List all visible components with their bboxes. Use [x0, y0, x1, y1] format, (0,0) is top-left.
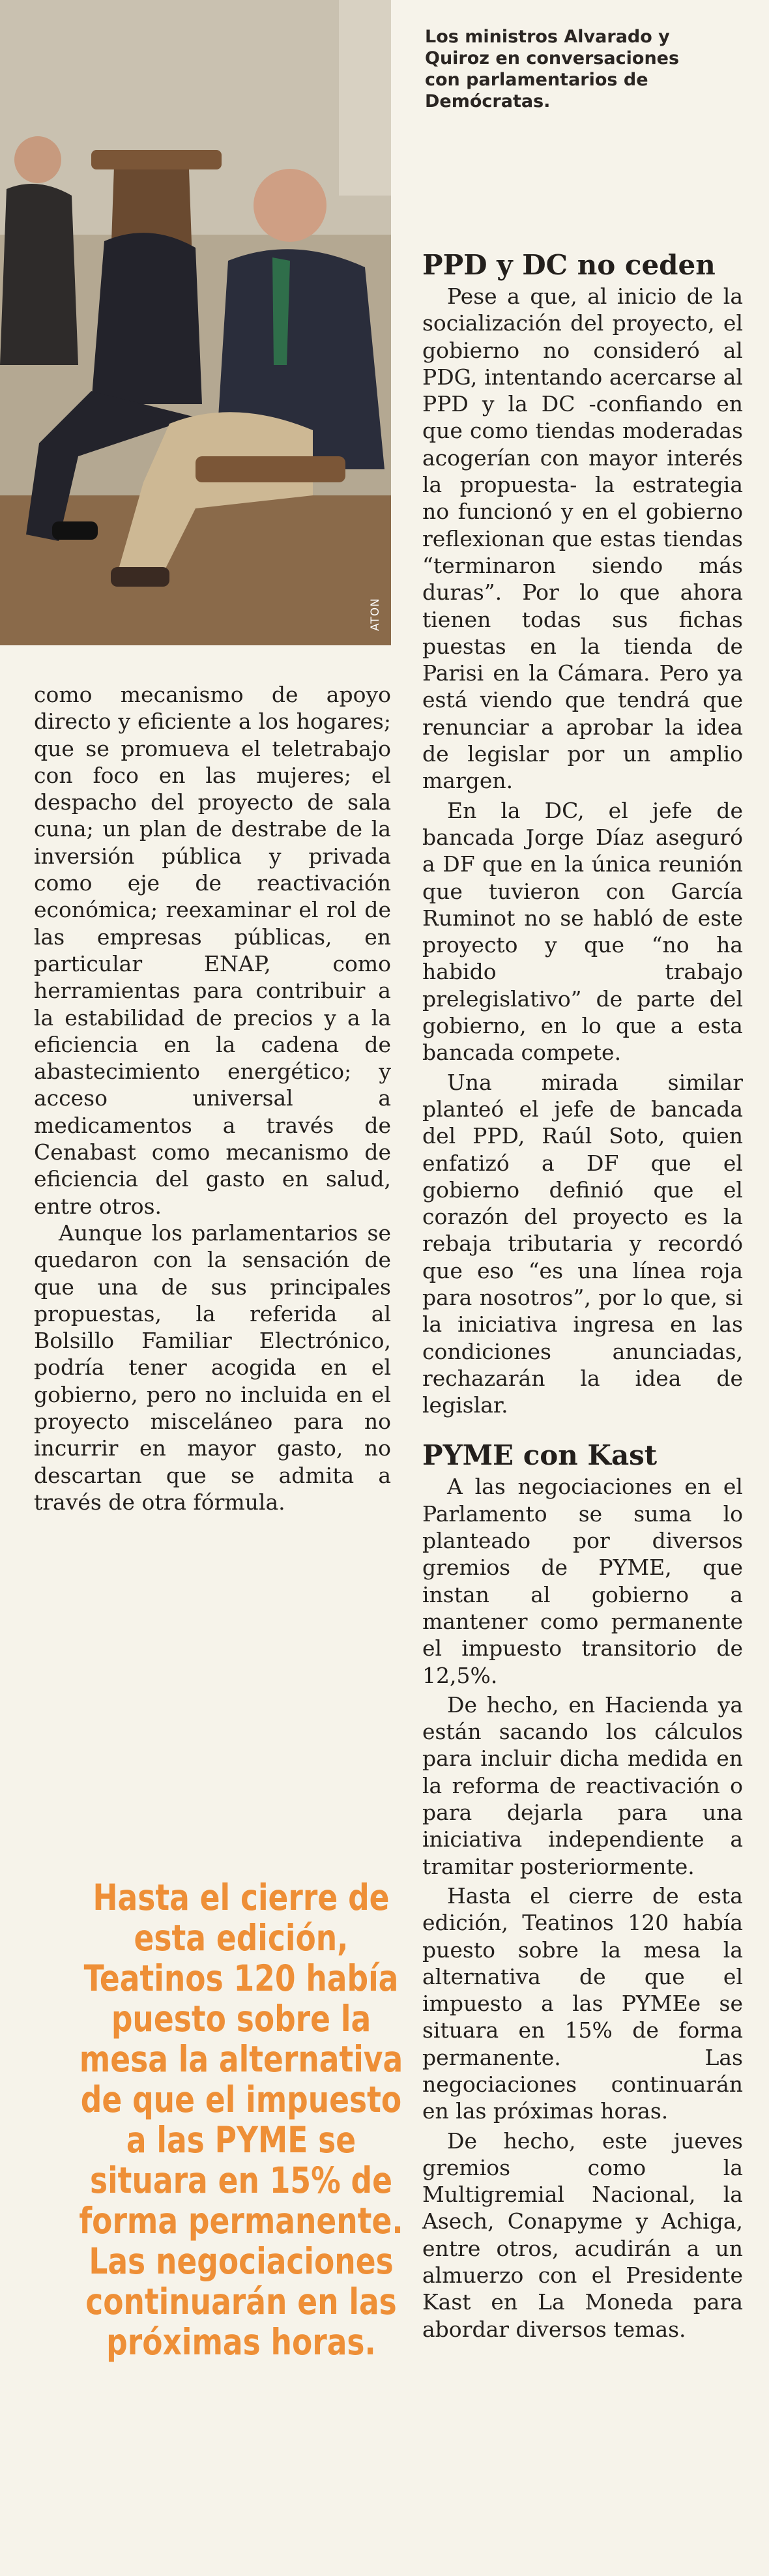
- right-paragraph-4: A las negociaciones en el Parlamento se suma lo planteado por diversos gremios de PYME, que instan al gobierno a mantener como permanente el impuesto transitorio de 12,5%.: [422, 1474, 743, 1688]
- right-paragraph-7: De hecho, este jueves gremios como la Multigremial Nacional, la Asech, Conapyme y Achiga, entre otros, acudirán a un almuerzo con el Presidente Kast en La Moneda para abordar diversos temas.: [422, 2128, 743, 2342]
- right-paragraph-1: Pese a que, al inicio de la socialización del proyecto, el gobierno no consideró al PDG, intentando acercarse al PPD y la DC -confiando en que como tiendas moderadas acogerían con mayor interés la propuesta- la estrategia no funcionó y en el gobierno reflexionan que estas tiendas “terminaron siendo más duras”. Por lo que ahora tienen todas sus fichas puestas en la tienda de Parisi en la Cámara. Pero ya está viendo que tendrá que renunciar a aprobar la idea de legislar por un amplio margen.: [422, 284, 743, 794]
- right-paragraph-2: En la DC, el jefe de bancada Jorge Díaz aseguró a DF que en la única reunión que tuvieron con García Ruminot no se habló de este proyecto y que “no ha habido trabajo prelegislativo” de parte del gobierno, en lo que a esta bancada compete.: [422, 797, 743, 1066]
- pull-quote: Hasta el cierre de esta edición, Teatinos 120 había puesto sobre la mesa la alternativa de que el impuesto a las PYME se situara en 15% de forma permanente. Las negociaciones continuarán en las próximas horas.: [79, 1877, 403, 2363]
- section-heading-ppd-dc: PPD y DC no ceden: [422, 249, 716, 281]
- right-paragraph-6: Hasta el cierre de esta edición, Teatinos 120 había puesto sobre la mesa la alternativa de que el impuesto a las PYMEe se situara en 15% de forma permanente. Las negociaciones continuarán en las próximas horas.: [422, 1882, 743, 2124]
- right-paragraph-5: De hecho, en Hacienda ya están sacando los cálculos para incluir dicha medida en la reforma de reactivación o para dejarla para una iniciativa independiente a tramitar posteriormente.: [422, 1691, 743, 1879]
- left-paragraph-1: como mecanismo de apoyo directo y eficiente a los hogares; que se promueva el teletrabajo con foco en las mujeres; el despacho del proyecto de sala cuna; un plan de destrabe de la inversión pública y privada como eje de reactivación económica; reexaminar el rol de las empresas públicas, en particular ENAP, como herramientas para contribuir a la estabilidad de precios y a la eficiencia en la cadena de abastecimiento energético; y acceso universal a medicamentos a través de Cenabast como mecanismo de eficiencia del gasto en salud, entre otros.: [34, 682, 391, 1219]
- photo-caption: Los ministros Alvarado y Quiroz en conversaciones con parlamentarios de Demócratas.: [425, 27, 680, 111]
- left-paragraph-2: Aunque los parlamentarios se quedaron con la sensación de que una de sus principales propuestas, la referida al Bolsillo Familiar Electrónico, podría tener acogida en el gobierno, pero no incluida en el proyecto misceláneo para no incurrir en mayor gasto, no descartan que se admita a través de otra fórmula.: [34, 1220, 391, 1515]
- photo-ministers-meeting: [0, 0, 391, 645]
- section-heading-pyme-kast: PYME con Kast: [422, 1439, 658, 1472]
- photo-credit: ATON: [369, 598, 382, 631]
- left-column: [34, 681, 391, 1515]
- right-paragraph-3: Una mirada similar planteó el jefe de bancada del PPD, Raúl Soto, quien enfatizó a DF que el gobierno definió que el corazón del proyecto es la rebaja tributaria y recordó que eso “es una línea roja para nosotros”, por lo que, si la iniciativa ingresa en las condiciones anunciadas, rechazarán la idea de legislar.: [422, 1069, 743, 1418]
- news-photo: [0, 0, 391, 645]
- right-column: [422, 248, 743, 2343]
